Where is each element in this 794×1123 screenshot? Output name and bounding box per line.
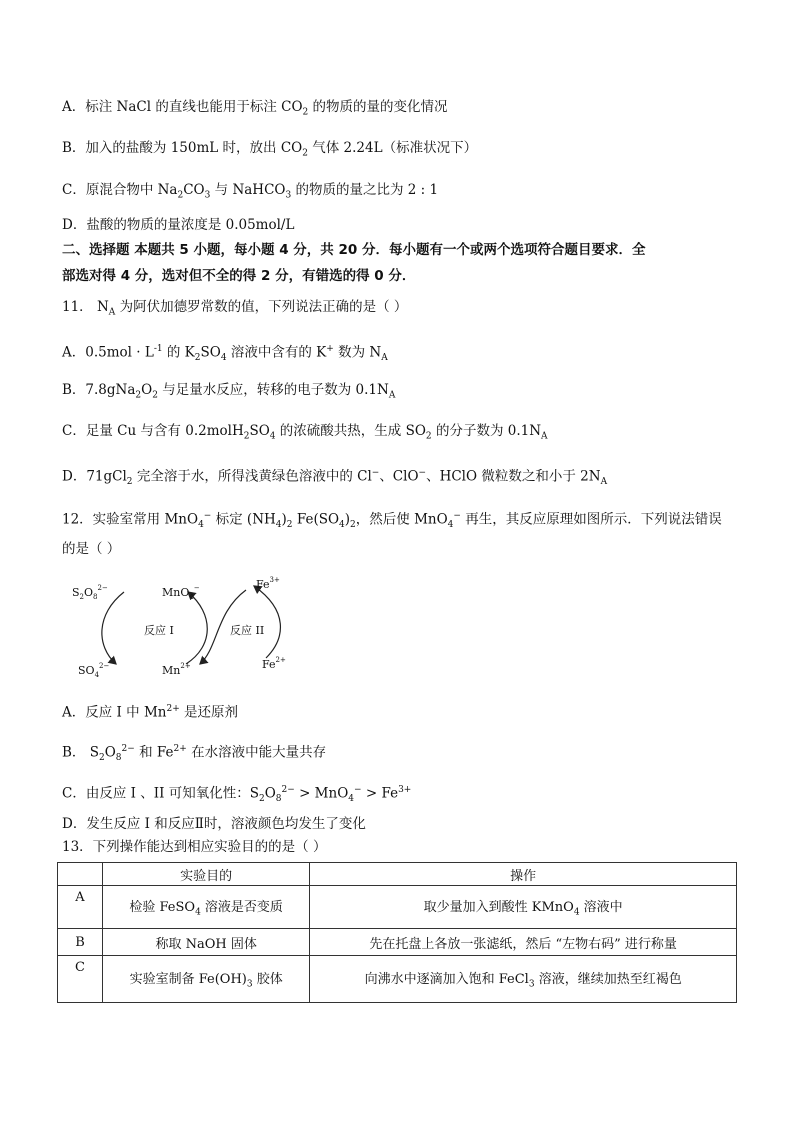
header-operation: 操作 bbox=[310, 863, 737, 886]
q12-stem-line1: 12．实验室常用 MnO$_4$− 标定 $(NH_4)_2$ $Fe(SO_4)_2$，然后使 MnO$_4$− 再生，其反应原理如图所示．下列说法错误 bbox=[62, 511, 722, 531]
q12-option-a: A．反应 I 中 $Mn^{2+}$ 是还原剂 bbox=[62, 704, 239, 721]
label-reaction-1: 反应 I bbox=[144, 624, 174, 637]
row-label: B bbox=[58, 929, 103, 956]
row-label: C bbox=[58, 956, 103, 1003]
table-header-row bbox=[58, 863, 737, 886]
q12-option-d: D．发生反应 I 和反应Ⅱ时，溶液颜色均发生了变化 bbox=[62, 816, 366, 832]
label-fe2: $Fe^{2+}$ bbox=[262, 656, 286, 671]
header-purpose: 实验目的 bbox=[103, 863, 310, 886]
label-mn2: $Mn^{2+}$ bbox=[162, 662, 191, 677]
table-row bbox=[58, 929, 737, 956]
q11-stem: 11． $N_A$ 为阿伏加德罗常数的值，下列说法正确的是（ ） bbox=[62, 299, 408, 318]
q12-option-b: B． $S_2O_8^{2-}$ 和 $Fe^{2+}$ 在水溶液中能大量共存 bbox=[62, 744, 327, 764]
row-operation: 取少量加入到酸性 KMnO$_4$ 溶液中 bbox=[310, 886, 737, 929]
label-mno4: MnO$_4$− bbox=[162, 584, 200, 601]
row-purpose: 称取 NaOH 固体 bbox=[103, 929, 310, 956]
q11-option-b: B．$7.8gNa_2O_2$ 与足量水反应，转移的电子数为 $0.1N_A$ bbox=[62, 382, 396, 401]
arc-fe2-to-fe3 bbox=[254, 586, 280, 658]
q11-option-a: A．$0.5mol \cdot L^{-1}$ 的 $K_2SO_4$ 溶液中含有的 K+ 数为 $N_A$ bbox=[62, 344, 388, 364]
q10-option-c: C．原混合物中 $Na_2CO_3$ 与 NaHCO$_3$ 的物质的量之比为 2 : 1 bbox=[62, 182, 439, 201]
section2-instructions-line2: 部选对得 4 分，选对但不全的得 2 分，有错选的得 0 分． bbox=[62, 268, 416, 284]
q10-option-a: A．标注 NaCl 的直线也能用于标注 $CO_2$ 的物质的量的变化情况 bbox=[62, 99, 448, 118]
q11-option-d: D．71gCl$_2$ 完全溶于水，所得浅黄绿色溶液中的 Cl−、ClO−、HClO 微粒数之和小于 $2N_A$ bbox=[62, 468, 608, 488]
row-operation: 先在托盘上各放一张滤纸，然后 “左物右码” 进行称量 bbox=[310, 929, 737, 956]
arc-mn2-to-mno4 bbox=[186, 592, 207, 664]
label-fe3: $Fe^{3+}$ bbox=[256, 576, 280, 591]
q10-option-d: D．盐酸的物质的量浓度是 0.05mol/L bbox=[62, 217, 295, 233]
reaction-cycle-diagram bbox=[66, 576, 306, 680]
header-label-cell bbox=[58, 863, 103, 886]
arc-s2o8-to-so4 bbox=[102, 592, 124, 664]
section2-instructions-line1: 二、选择题 本题共 5 小题，每小题 4 分，共 20 分．每小题有一个或两个选项符合题目要求．全 bbox=[62, 242, 646, 258]
q10-option-b: B．加入的盐酸为 150mL 时，放出 $CO_2$ 气体 2.24L（标准状况下） bbox=[62, 140, 478, 159]
row-operation: 向沸水中逐滴加入饱和 FeCl$_3$ 溶液，继续加热至红褐色 bbox=[310, 956, 737, 1003]
row-purpose: 检验 FeSO$_4$ 溶液是否变质 bbox=[103, 886, 310, 929]
label-reaction-2: 反应 II bbox=[230, 624, 265, 637]
q12-stem-line2: 的是（ ） bbox=[62, 541, 121, 557]
label-so4: $SO_4^{2-}$ bbox=[78, 662, 110, 679]
q11-option-c: C．足量 Cu 与含有 $0.2molH_2SO_4$ 的浓硫酸共热，生成 $SO_2$ 的分子数为 $0.1N_A$ bbox=[62, 423, 548, 442]
row-label: A bbox=[58, 886, 103, 929]
table-row bbox=[58, 886, 737, 929]
row-purpose: 实验室制备 $Fe(OH)_3$ 胶体 bbox=[103, 956, 310, 1003]
q13-table bbox=[57, 862, 737, 1003]
q12-option-c: C．由反应 I 、II 可知氧化性：$S_2O_8^{2-} > MnO_4^- > Fe^{3+}$ bbox=[62, 785, 412, 805]
label-s2o8: $S_2O_8^{2-}$ bbox=[72, 584, 108, 601]
q13-stem: 13．下列操作能达到相应实验目的的是（ ） bbox=[62, 839, 327, 855]
table-row bbox=[58, 956, 737, 1003]
